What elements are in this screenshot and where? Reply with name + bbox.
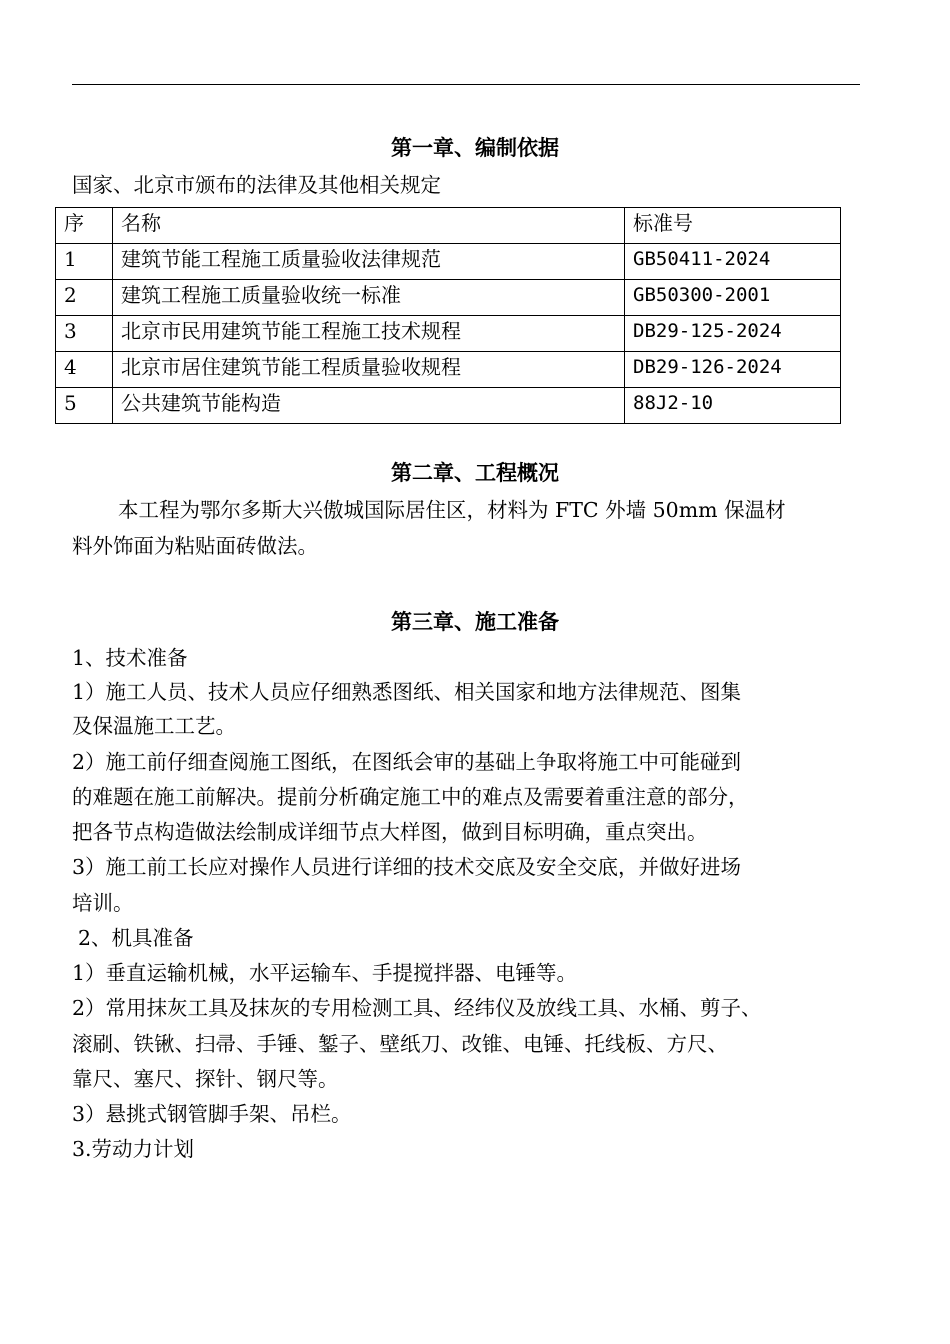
chapter3-paragraph-line: 及保温施工工艺。 (72, 714, 236, 738)
row-index: 3 (56, 316, 113, 352)
table-row (56, 388, 841, 424)
chapter3-paragraph-line: 的难题在施工前解决。提前分析确定施工中的难点及需要着重注意的部分， (72, 785, 749, 809)
table-row (56, 352, 841, 388)
chapter2-title: 第二章、工程概况 (391, 460, 559, 485)
chapter3-paragraph-line: 2）常用抹灰工具及抹灰的专用检测工具、经纬仪及放线工具、水桶、剪子、 (72, 996, 762, 1020)
chapter3-paragraph-line: 3）施工前工长应对操作人员进行详细的技术交底及安全交底，并做好进场 (72, 855, 742, 879)
chapter3-subheading: 3.劳动力计划 (72, 1137, 195, 1161)
table-row (56, 316, 841, 352)
chapter1-intro: 国家、北京市颁布的法律及其他相关规定 (72, 173, 441, 197)
chapter3-paragraph-line: 把各节点构造做法绘制成详细节点大样图，做到目标明确，重点突出。 (72, 820, 708, 844)
chapter3-paragraph-line: 滚刷、铁锹、扫帚、手锤、錾子、壁纸刀、改锥、电锤、托线板、方尺、 (72, 1032, 728, 1056)
row-name: 建筑工程施工质量验收统一标准 (113, 280, 625, 316)
row-index: 5 (56, 388, 113, 424)
row-index: 2 (56, 280, 113, 316)
table-header-row (56, 208, 841, 244)
row-index: 4 (56, 352, 113, 388)
chapter3-paragraph-line: 2）施工前仔细查阅施工图纸，在图纸会审的基础上争取将施工中可能碰到 (72, 750, 742, 774)
row-code: DB29-125-2024 (625, 316, 841, 352)
table-row (56, 244, 841, 280)
chapter2-paragraph-line: 本工程为鄂尔多斯大兴傲城国际居住区，材料为 FTC 外墙 50mm 保温材 (118, 498, 786, 522)
row-name: 北京市居住建筑节能工程质量验收规程 (113, 352, 625, 388)
row-code: GB50300-2001 (625, 280, 841, 316)
chapter3-subheading: 2、机具准备 (78, 926, 194, 950)
chapter1-title: 第一章、编制依据 (391, 135, 559, 160)
chapter3-paragraph-line: 3）悬挑式钢管脚手架、吊栏。 (72, 1102, 352, 1126)
chapter3-paragraph-line: 1）施工人员、技术人员应仔细熟悉图纸、相关国家和地方法律规范、图集 (72, 680, 742, 704)
row-name: 北京市民用建筑节能工程施工技术规程 (113, 316, 625, 352)
chapter3-paragraph-line: 靠尺、塞尺、探针、钢尺等。 (72, 1067, 339, 1091)
header-rule (72, 84, 860, 85)
row-name: 建筑节能工程施工质量验收法律规范 (113, 244, 625, 280)
header-cell-name: 名称 (113, 208, 625, 244)
chapter3-title: 第三章、施工准备 (391, 609, 559, 634)
chapter2-paragraph-line: 料外饰面为粘贴面砖做法。 (72, 534, 318, 558)
chapter3-paragraph-line: 培训。 (72, 891, 134, 915)
row-name: 公共建筑节能构造 (113, 388, 625, 424)
header-cell-index: 序 (56, 208, 113, 244)
row-code: GB50411-2024 (625, 244, 841, 280)
chapter3-subheading: 1、技术准备 (72, 646, 188, 670)
row-index: 1 (56, 244, 113, 280)
table-row (56, 280, 841, 316)
row-code: 88J2-10 (625, 388, 841, 424)
row-code: DB29-126-2024 (625, 352, 841, 388)
standards-table (55, 207, 841, 424)
chapter3-paragraph-line: 1）垂直运输机械，水平运输车、手提搅拌器、电锤等。 (72, 961, 578, 985)
header-cell-code: 标准号 (625, 208, 841, 244)
